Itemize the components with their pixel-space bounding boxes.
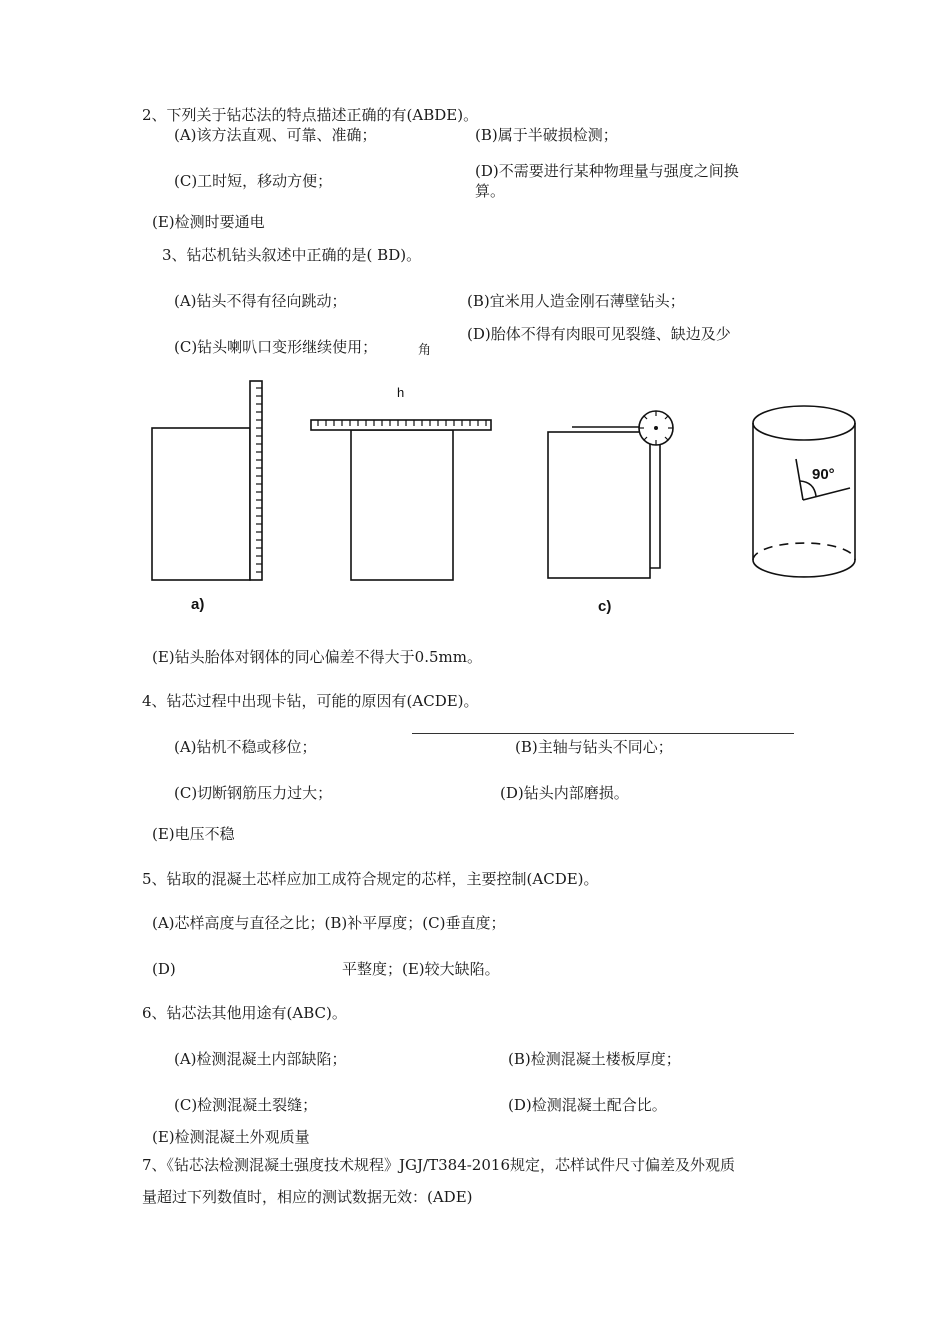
- core-sample-figure: [0, 370, 950, 620]
- q6-option-c: (C)检测混凝土裂缝；: [174, 1096, 318, 1114]
- q5-option-d-label: (D): [152, 960, 176, 978]
- q2-option-b: (B)属于半破损检测；: [475, 126, 618, 144]
- fig-a-specimen: [152, 428, 250, 580]
- q4-option-c: (C)切断钢筋压力过大；: [174, 784, 333, 802]
- q3-option-c: (C)钻头喇叭口变形继续使用；: [174, 338, 378, 356]
- fig-d-cylinder: [753, 406, 855, 577]
- q4-option-d: (D)钻头内部磨损。: [500, 784, 629, 802]
- q5-options-line1: (A)芯样高度与直径之比；(B)补平厚度；(C)垂直度；: [152, 914, 506, 932]
- fig-b-ruler: [311, 420, 491, 430]
- q4-title: 4、钻芯过程中出现卡钻，可能的原因有(ACDE)。: [142, 692, 479, 710]
- q2-option-d-line1: (D)不需要进行某种物理量与强度之间换: [475, 162, 739, 180]
- q4-option-a: (A)钻机不稳或移位；: [174, 738, 317, 756]
- q3-option-d-tail: 角: [418, 343, 432, 358]
- q3-option-d: (D)胎体不得有肉眼可见裂缝、缺边及少: [467, 325, 731, 343]
- q2-title: 2、下列关于钻芯法的特点描述正确的有(ABDE)。: [142, 106, 479, 124]
- q4-option-b: (B)主轴与钻头不同心；: [515, 738, 673, 756]
- q6-option-a: (A)检测混凝土内部缺陷；: [174, 1050, 347, 1068]
- fig-angle-label: 90°: [812, 466, 835, 483]
- q2-option-d-line2: 算。: [475, 182, 506, 200]
- q3-option-e: (E)钻头胎体对钢体的同心偏差不得大于0.5mm。: [152, 648, 482, 666]
- q5-options-line2: 平整度；(E)较大缺陷。: [342, 960, 500, 978]
- divider-line: [412, 733, 794, 734]
- q6-option-b: (B)检测混凝土楼板厚度；: [508, 1050, 681, 1068]
- q7-line1: 7、《钻芯法检测混凝土强度技术规程》JGJ/T384-2016规定，芯样试件尺寸偏差及外观质: [142, 1156, 735, 1174]
- fig-a-ruler: [250, 381, 262, 580]
- fig-b-specimen: [351, 430, 453, 580]
- q3-title: 3、钻芯机钻头叙述中正确的是( BD)。: [162, 246, 422, 264]
- q6-option-d: (D)检测混凝土配合比。: [508, 1096, 667, 1114]
- q7-line2: 量超过下列数值时，相应的测试数据无效：(ADE): [142, 1188, 473, 1206]
- q6-option-e: (E)检测混凝土外观质量: [152, 1128, 310, 1146]
- fig-c-specimen: [548, 432, 650, 578]
- q2-option-e: (E)检测时要通电: [152, 213, 265, 231]
- q6-title: 6、钻芯法其他用途有(ABC)。: [142, 1004, 347, 1022]
- q3-option-b: (B)宜米用人造金刚石薄壁钻头；: [467, 292, 685, 310]
- q2-option-a: (A)该方法直观、可靠、准确；: [174, 126, 377, 144]
- q3-option-a: (A)钻头不得有径向跳动；: [174, 292, 347, 310]
- q5-title: 5、钻取的混凝土芯样应加工成符合规定的芯样，主要控制(ACDE)。: [142, 870, 599, 888]
- fig-label-a: a): [191, 596, 205, 613]
- fig-label-b: h: [397, 385, 405, 400]
- q4-option-e: (E)电压不稳: [152, 825, 235, 843]
- q2-option-c: (C)工时短，移动方便；: [174, 172, 333, 190]
- fig-label-c: c): [598, 598, 612, 615]
